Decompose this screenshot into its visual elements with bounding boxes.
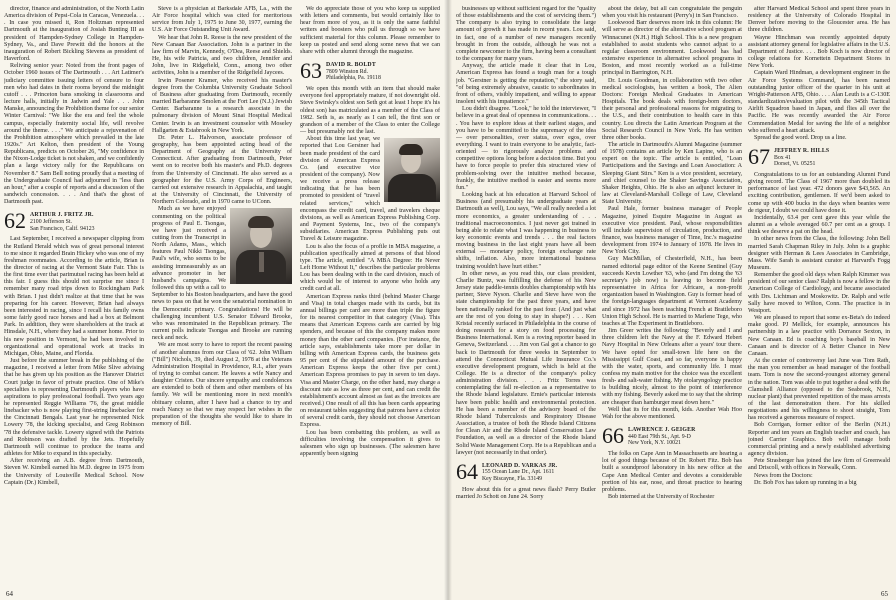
class-secretary-address	[774, 146, 829, 168]
paragraph: Bob Corrigan, former editor of the Berlin (N.H.) Reporter and ten years an English teacher and coach, has joined Carrier Graphics. Bob will manage both commercial printing and a newly established advertising agency division.	[748, 422, 890, 458]
paragraph: businesses up without sufficient regard for the "quality of those establishments and the cost of servicing them.") The company is also trying to consolidate the large amount of growth it has made in recent years. Lou said, in fact, one of a number of new managers recently brought in from the outside, although he was not a complete newcomer to the firm, having been a consultant to the company for many years.	[456, 6, 596, 63]
paragraph: Dr. Louis Goodman, in collaboration with two other medical sociologists, has written a book, The Alien Doctors: Foreign Medical Graduates in American Hospitals. The book deals with foreign-born doctors, their personal and professional reasons for migrating to the U.S., and their contribution to health care in this country. Lou directs the Latin American Program at the Social Research Council in New York. He has written three other books.	[602, 77, 742, 141]
paragraph: after Harvard Medical School and spent three years in residency at the University of Colorado Hospital in Denver before moving to the Gloucester area. He has three children.	[748, 6, 890, 34]
portrait-photo	[384, 138, 440, 202]
left-column-2	[152, 6, 292, 590]
class-secretary-address	[326, 60, 381, 82]
portrait-photo	[230, 208, 292, 284]
paragraph: Spread the good word. Drop us a line.	[754, 134, 847, 141]
paragraph: Steve is a physician at Barksdale AFB, La., with the Air Force hospital which was cited for meritorious service from July 1, 1975 to June 30, 1977, earning the U.S. Air Force Outstanding Unit Award.	[152, 6, 292, 34]
paragraph: Pete Strasberger has joined the law firm of Greenwald and Driscoll, with offices in Norwalk, Conn.	[748, 458, 890, 472]
address-line-1: 440 East 79th St., Apt. 9-D	[628, 433, 691, 440]
paragraph: Looking back at his education at Harvard School of Business (and presumably his undergraduate years at Dartmouth as well), Lou says, "We all really needed a lot more economics, a greater understanding of . . . traditional macroeconomics. I just never got trained in being able to relate what I was happening in business to key economic events and trends . . . the real factors moving business in the last eight years have all been external — monetary policy, foreign exchange rate shifts, inflation. Also, more international business training wouldn't have hurt either."	[456, 192, 596, 270]
class-note-header-66	[602, 425, 742, 447]
class-year-number: 67	[748, 143, 770, 169]
paragraph: In other news from the Class, the following: John Bell married Sarah Chapman Riley in July. John is a graphic designer with Herman & Lees Associates in Cambridge, Mass. Wife Sarah is assistant curator at Harvard's Fogg Museum.	[748, 236, 890, 271]
paragraph: American Express ranks third (behind Master Charge and Visa) in total charges made with its cards, but its annual billings per card are more than triple the figure for its nearest competitor in that category (Visa). This means that American Express cards are carried by big spenders, and because of this the company makes more money than the other card companies. (For instance, the article says, establishments take more per dollar in billing with American Express cards, the business gets 95 per cent of the stipulated amount of the purchase. American Express keeps the other five per cent.) American Express promises to pay in seven to ten days. Visa and Master Charge, on the other hand, may charge a discount rate as low as three per cent, and can credit the establishment's account almost as fast as the invoices are received.) One result of all this has been cards appearing on restaurant tables suggesting that patrons have a choice of several credit cards, they should not choose American Express.	[300, 293, 440, 429]
right-column-1	[456, 6, 596, 590]
right-column-3	[748, 6, 890, 590]
secretary-name: LEONARD D. VARKAS JR.	[482, 462, 558, 469]
class-secretary-address	[482, 461, 557, 483]
left-column-1	[4, 6, 144, 590]
class-secretary-address	[30, 210, 95, 232]
address-line-2: New York, N.Y. 10021	[628, 440, 681, 447]
paragraph: Anyway, the article made it clear that in Lou, American Express has found a tough man for a tough job. "Gerstner is getting the reputation," the story said, "of being extremely abrasive, caustic to subordinates in front of others, visibly impatient, and willing to appear insolent with his impatience."	[456, 63, 596, 106]
address-line-1: 2100 Jefferson St.	[30, 218, 72, 225]
class-year-number: 64	[456, 458, 478, 484]
paragraph: We are pleased to report that some ex-Beta's do indeed make good. PJ Mellick, for example, announces his partnership in a law practice with Dorrance Sexton, in New Canaan. Ed is coaching boy's baseball in New Canaan and is director of A Better Chance in New Canaan.	[748, 315, 890, 357]
paragraph: Irwin Posener Kramer, who received his master's degree from the Columbia University Graduate School of Business after graduating from Dartmouth, recently married Barbaranne Smolen at the Fort Lee (N.J.) Jewish Center. Barbaranne is a research associate in the pulmonary division of Mount Sinai Hospital Medical Center. Irwin is an investment counselor with Moseley Hallgarten & Estabrook in New York.	[152, 77, 292, 134]
paragraph: After receiving an A.B. degree from Dartmouth, Steven W. Kimbell earned his M.D. degree in 1975 from the University of Louisville Medical School. Now Captain (Dr.) Kimbell,	[4, 458, 144, 486]
paragraph: Incidentally, 63.4 per cent gave this year while the alumni as a whole averaged 60.7 per cent as a group. I think we deserve a pat on the head.	[748, 214, 890, 236]
paragraph: In other news, as you read this, our class president, Charlie Buntz, was fulfilling the defense of his New Jersey state paddle-tennis doubles championship with his partner, Steve Nyson. Charlie and Steve have won the state championship for the past three years, and have been nationally ranked for the past four. (And just what are the rest of you doing to stay in shape?) . . . Ken Kristal recently surfaced in Philadelphia in the course of doing research for a story on food processing for Business International. Ken is a roving reporter based in Geneva, Switzerland. . . . Jim von Gal got a chance to go back to Dartmouth for three weeks in September to attend the Connecticut Mutual Life Insurance Co.'s executive development program, which is held at the College. He is a director of the company's policy administration division. . . . Fritz Torres was contemplating the fall re-election as a representative to the Rhode Island legislature. Ernie's particular interests have been public health and environmental protection. He has been a member of the advisory board of the Rhode Island Tuberculosis and Respiratory Disease Association, a trustee of both the Rhode Island Citizens for Clean Air and the Rhode Island Conservation Law Foundation, as well as a director of the Rhode Island Solid Waste Management Corp. He is a Republican and a lawyer (not necessarily in that order).	[456, 270, 596, 456]
paragraph: Lou didn't disagree. "Look," he told the interviewer, "I believe in a great deal of openness in communications. . . . You have to explore ideas at their earliest stages, and you have to be committed to the supremacy of the idea — over personalities, over status, over egos, over everything. I want to train everyone to be analytic, fact-oriented — to rigorously analyze problems and competitive options long before a decision time. But you have to force people to prefer this structured view of problem-solving over the intuitive method because, frankly, the intuitive method is easier and seems more fun."	[456, 106, 596, 191]
binding-gutter	[444, 0, 452, 600]
secretary-name: JEFFREY R. HILLS	[774, 147, 830, 154]
class-year-number: 62	[4, 208, 26, 234]
paragraph: We hear that John R. Reese is the new president of the New Canaan Bar Association. John is a partner in the law firm of Marvin, Kennedy, O'Dea, Reese and Shields. He, his wife Patricia, and two children, Jennifer and John, live in Ridgefield, Conn., among two other activities, John is a member of the Ridgefield Jaycees.	[152, 34, 292, 77]
paragraph: Paul Hale, former business manager of People Magazine, joined Esquire Magazine in August as executive vice president. Paul, whose responsibilities will include supervision of circulation, production, and finance, was business manager of Time, Inc.'s magazine development from 1974 to January of 1978. He lives in New York City.	[602, 206, 742, 256]
secretary-name: ARTHUR J. FRITZ JR.	[30, 212, 94, 219]
paragraph: Just before the summer break in the publishing of the magazine, I received a letter from Mike Slive advising that he has given up his position as the Hanover District Court judge in favor of private practice. One of Mike's specialties is representing Dartmouth players who have aspirations to play professional football. Two years ago he represented Reggie Williams '76, the great middle linebacker who is now playing first-string linebacker for the Cincinnati Bengals. Last year he represented Nick Lowery '78, the kicking specialist, and Greg Robinson '78 the defensive tackle. Lowery signed with the Patriots and Robinson was drafted by the Jets. Hopefully Dartmouth will continue to produce the teams and athletes for Mike to expand in this specialty.	[4, 358, 144, 458]
class-note-header-63	[300, 60, 440, 82]
paragraph: Wayne Hinchman was recently appointed deputy assistant attorney general for legislative affairs in the U.S. Department of Justice. . . . Bob Koch is now director of college relations for Kornettein Department Stores in New York.	[748, 34, 890, 70]
address-line-1: 7809 Winston Rd.	[326, 68, 369, 75]
left-column-3	[300, 6, 440, 590]
paragraph: about the delay, but all can congratulate the penguin when you visit his restaurant (Perry's) in San Francisco.	[602, 6, 742, 20]
paragraph: Reliving senior year: Noted from the front pages of October 1960 issues of The Dartmouth . . . Art Latimer's judiciary committee issuing letters of censure to four men who had dates in their rooms beyond the midnight cutoff . . . Princeton bans smoking in classrooms and lecture halls, initially in Jadwin and Yale . . . John Manske, announcing the Prohibition theme for our senior Winter Carnival: "We like the era and feel the whole campus, especially fraternity social life, will revolve around the theme. . . ." We anticipate a rejuvenation of the Prohibition atmosphere which prevailed in the late 1920s." Art Kelton, then president of the Young Republicans, predicts on October 26, "My confidence in the Nixon-Lodge ticket is not shaken, and we confidently plan a large victory rally for the Republicans on November 8." Sam Bell noting proudly that a meeting of the Undergraduate Council had adjourned in "less than an hour," after a couple of reports and a discussion of the sandwich concession. . . . And that's the ghost of Dartmouth past.	[4, 63, 144, 206]
paragraph: Lookwood Barr deserves more ink in this column: He will serve as director of the alternative school program at Winnacunet (N.H.) High School. This is a new program established to assist students who cannot adjust to a regular classroom environment. Lookwood has had extensive experience in alternative school programs in Boston, and most recently worked as a full-time principal in Barrington, N.H.	[602, 20, 742, 77]
paragraph: News from the Doctors:	[754, 472, 813, 479]
page-number: 64	[6, 590, 13, 598]
secretary-name: DAVID R. BOLDT	[326, 62, 376, 69]
address-line-2: Key Biscayne, Fla. 33149	[482, 476, 543, 483]
address-line-2: San Francisco, Calif. 94123	[30, 225, 95, 232]
address-line-1: 155 Ocean Lane Dr., Apt. 1611	[482, 469, 555, 476]
paragraph: Dr. Bob Fox has taken up running in a big	[754, 479, 857, 486]
right-column-2	[602, 6, 742, 590]
paragraph: Dr. Peter L. Halvorson, associate professor of geography, has been appointed acting head of the Department of Geography at the University of Connecticut. After graduating from Dartmouth, Peter went on to receive both his master's and Ph.D. degrees from the University of Cincinnati. He also served as a geographer for the U.S. Army Corps of Engineers, carried out extensive research in Appalachia, and taught at the University of Cincinnati, the University of Northern Colorado, and in 1970 came to UConn.	[152, 134, 292, 206]
paragraph: Last September, I received a newspaper clipping from the Rutland Herald which was of great personal interest to me since it regarded Brain Hickey who was one of my freshman roommates. According to the article, Brian is the director of racing at the Vermont State Fair. This is the first time ever that parimutuel racing has been held at this fair. I guess this should not surprise me since I remember many road trips down to Rockingham Park with Brian. I just didn't realize at that time that he was preparing for his career. However, Brian had always been interested in racing, since I recall his family owns some fairly good race horses and had a box at Belmont Park. In addition, they were shareholders at the track at Hinsdale, N.H., where they had a summer home. Prior to his new position in Vermont, he had been involved in organizational and operational work at tracks in Michigan, Ohio, Maine, and Florida.	[4, 236, 144, 357]
paragraph: Bob interned at the University of Rochester	[608, 494, 715, 500]
secretary-name: LAWRENCE J. GEIGER	[628, 427, 696, 434]
paragraph: Guy MacMillan, of Chesterfield, N.H., has been named editorial page editor of the Keene Sentinel (Guy succeeds Kevin Lowther '63, who (and I'm doing the '63 secretary's job now) is leaving to become field representative in Africa for Africare, a non-profit organization based in Washington. Guy is former head of the foreign-languages department at Vermont Academy and since 1972 has been teaching French at Brattleboro Union High School. He is married to Marlene Tege, who teaches at The Experiment in Brattleboro.	[602, 256, 742, 327]
paragraph: Lou is also the focus of a profile in MBA magazine, a publication specifically aimed at persons of that blood type. The article, entitled "A MBA Degree: He Never Left Home Without It," describes the particular problems Lou has been dealing with in the card division, much of which would be of interest to anyone who holds any credit card at all.	[300, 243, 440, 293]
class-note-header-62	[4, 210, 144, 232]
paragraph: director, finance and administration, of the North Latin America division of Pepsi-Cola in Caracas, Venezuela. . . . In case you missed it, Ron Holtzman represented Dartmouth at the inauguration of Josiah Bunting III as president of Hampden-Sydney College in Hampden-Sydney, Va., and Dave Prewitt did the honors at the inauguration of Robert Bickling Stevens as president of Haverford.	[4, 6, 144, 63]
paragraph: Much as we have enjoyed commenting on the political progress of Paul E. Tsongas, we have just received a cutting from the Transcript in North Adams, Mass., which features Paul Nikki Tsongas, Paul's wife, who seems to be assisting immeasurably as an advance promoter in her husband's campaigns. We followed this up with a call to September to his Boston headquarters, and have the good news to pass on that he won the senatorial nomination in the Democratic primary. Congratulations! He will be challenging incumbent U.S. Senator Edward Brooke, who was renominated in the Republican primary. The current polls indicate Tsongas and Brooke are running neck and neck.	[152, 206, 292, 342]
page-number: 65	[881, 590, 888, 598]
address-line-2: Dorset, Vt. 05251	[774, 161, 816, 168]
address-line-2: Philadelphia, Pa. 19118	[326, 75, 381, 82]
paragraph: We are most sorry to have to report the recent passing of another alumnus from our Class of '62. John William ("Bill") Nichols, 39, died August 2, 1978 at the Veterans Administration Hospital in Providence, R.I., after years of trying to combat cancer. He leaves a wife Nancy and daughter Cristen. Our sincere sympathy and condolences are extended to both of them and other members of his family. We will be mentioning more in next month's obituary column, after I have had a chance to try and reach Nancy so that we may respect her wishes in the preparation of the thoughts she would like to share in memory of Bill.	[152, 342, 292, 428]
address-line-1: Box 41	[774, 154, 791, 161]
class-note-header-64	[456, 458, 596, 484]
paragraph: We open this month with an item that should make everyone feel appropriately mature, if not downright old. Steve Swirsky's oldest son Seth got at least I hope it's his oldest son) has matriculated as a member of the Class of 1982. Seth is, as nearly as I can tell, the first son or grandson of a member of the Class to enter the College — but presumably not the last.	[300, 86, 440, 136]
class-secretary-address	[628, 425, 696, 447]
paragraph: Well that its for this month, kids. Another Wah Hoo Wah for the above mentioned.	[602, 406, 742, 420]
right-page	[448, 0, 896, 600]
paragraph: At the center of controversy last June was Tom Rath, the man you remember as head manager of the football team. Tom is now the second-youngest attorney general in the nation. Tom was able to put together a deal with the Clamshell Alliance (opposed to the Seabrook, N.H., nuclear plant) that prevented repetition of the mass arrests of the last demonstration there. For his skilled negotiations and his willingness to shoot straight, Tom has received a generous measure of respect.	[748, 358, 890, 422]
paragraph: How about this for a great news flash? Perry Butler married Jo Schott on June 24. Sorry	[456, 486, 596, 500]
class-year-number: 63	[300, 58, 322, 84]
paragraph: We do appreciate those of you who keep us supplied with letters and comments, but would certainly like to hear from more of you, as it is only the same faithful writers and boosters who pull us through so we have sufficient material for this column. Please remember to keep us posted and send along some news that we can share with other alumni through the magazine.	[300, 6, 440, 55]
paragraph: The folks on Cape Ann in Massachusetts are hearing a lot of good things because of Dr. Robert Fitz. Bob has built a soundproof laboratory in his new office at the Cape Ann Medical Center and devotes a considerable portion of his ear, nose, and throat practice to hearing problems.	[602, 451, 742, 493]
paragraph: About this time last year, we reported that Lou Gerstner had been made president of the card division of American Express Co. (and executive vice president of the company). Now we receive a press release indicating that he has been promoted to president of "travel related services," which encompass the credit card, travel, and travelers cheque divisions, as well as American Express Publishing Corp. and Payment Systems, Inc., two of the company's subsidiaries. American Express Publishing puts out Travel & Leisure magazine.	[300, 136, 440, 243]
paragraph: Congratulations to us for an outstanding Alumni Fund giving record. The Class of 1967 more than doubled its performance of last year. 472 donors gave $43,565. An exciting contribution, gentlemen. If we'd been asked to come up with 400 bucks in the days when beanies were de rigeur, I doubt we could have done it.	[748, 171, 890, 214]
paragraph: Captain Ward Hindman, a development engineer in the Air Force Systems Command, has been named outstanding junior officer of the quarter in his unit at Wright-Patterson AFB, Ohio. . . . Alan Leuth is a C-130E standardization/evaluation pilot with the 345th Tactical Airlift Squadron based in Japan, and flies all over the Pacific. He was recently awarded the Air Force Commendation Medal for saving the life of a neighbor who suffered a heart attack.	[748, 70, 890, 134]
paragraph: Remember the good old days when Ralph Kimmer was president of our senior class? Ralph is now a fellow in the American College of Cardiology, and became associated with Drs. Lichtman and Moskowitz. Dr. Ralph and wife Sally have moved to Wilton, Conn. The practice is in Westport.	[748, 272, 890, 314]
paragraph: Lou has been combatting this problem, as well as difficulties involving the compensation it gives to salesmen who sign up businesses. (The salesmen have apparently been signing	[300, 429, 440, 458]
paragraph: Jim Greer writes the following: "Beverly and I and three children left the Navy at the F. Edward Hebert Navy Hospital in New Orleans after a years' tour there. We have opted for small-town life here on the Mississippi Gulf Coast, and so far, everyone is happy with the water, sports, and community life. I must confess my main motive for the choice was the excellent fresh- and salt-water fishing. My otolaryngology practice is building nicely, almost to the point of interference with my fishing. Beverly asked me to say that the shrimp are cheaper than hamburger meat down here."	[602, 328, 742, 406]
class-year-number: 66	[602, 423, 624, 449]
class-note-header-67	[748, 143, 890, 169]
paragraph: The article in Dartmouth's Alumni Magazine (summer of 1978) contains an article by Ken Lapine, who is an expert on the topic. The article is entitled, "Loan Participations and the Savings and Loan Association: A Sleeping Giant Stirs." Ken is a vice president, secretary, and chief counsel to the Shaker Savings Association, Shaker Heights, Ohio. He is also an adjunct lecturer in law at Cleveland-Marshall College of Law, Cleveland State University.	[602, 141, 742, 206]
